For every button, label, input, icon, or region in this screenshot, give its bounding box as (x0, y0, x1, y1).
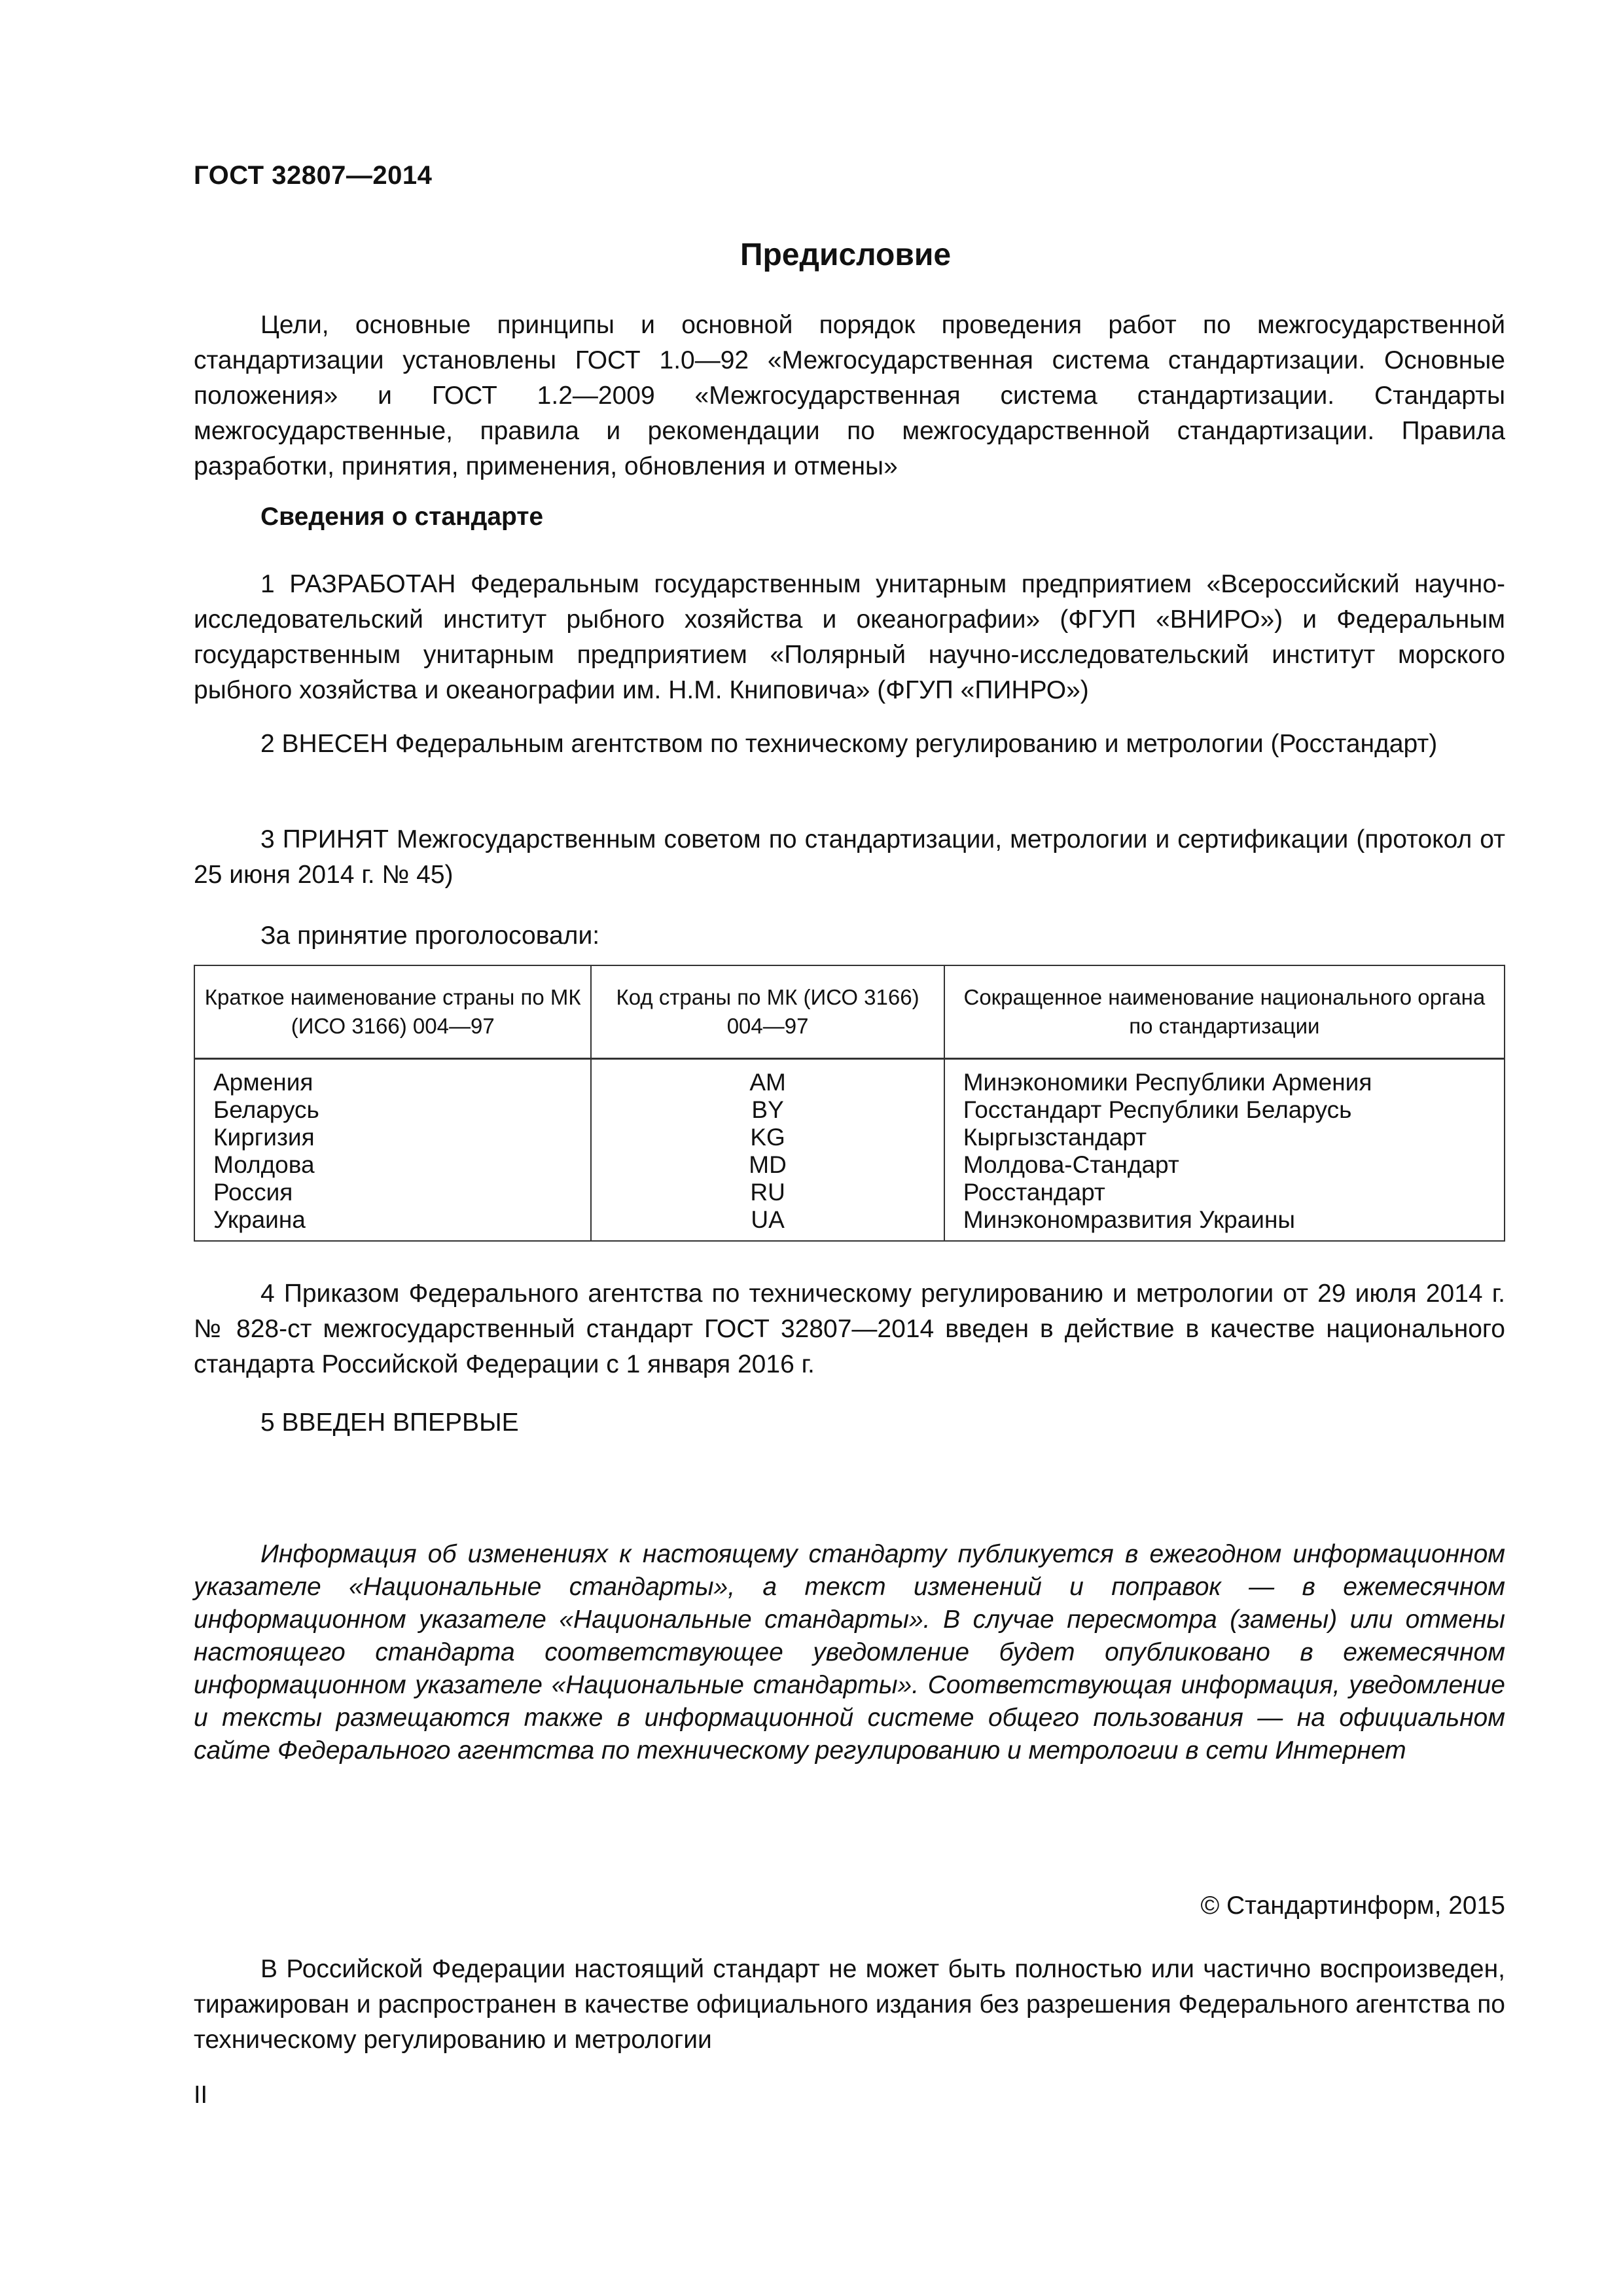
table-row (194, 1124, 1505, 1151)
table-cell-code: UA (591, 1206, 944, 1241)
table-cell-country: Молдова (194, 1151, 591, 1179)
table-row (194, 1096, 1505, 1124)
item-4-paragraph: 4 Приказом Федерального агентства по техническому регулированию и метрологии от 29 июля 2014 г. № 828-ст межгосударственный стандарт ГОСТ 32807—2014 введен в действие в качестве национального стандарта Российской Федерации с 1 января 2016 г. (194, 1280, 1505, 1378)
table-cell-code: AM (591, 1059, 944, 1097)
table-cell-code: KG (591, 1124, 944, 1151)
table-row (194, 1151, 1505, 1179)
vote-label: За принятие проголосовали: (260, 922, 600, 950)
table-header-row (194, 965, 1505, 1059)
rights-paragraph: В Российской Федерации настоящий стандарт не может быть полностью или частично воспроизведен, тиражирован и распространен в качестве официального издания без разрешения Федерального агентства по техническому регулированию и метрологии (194, 1955, 1505, 2054)
item-3-paragraph: 3 ПРИНЯТ Межгосударственным советом по стандартизации, метрологии и сертификации (протокол от 25 июня 2014 г. № 45) (194, 825, 1505, 889)
table-cell-authority: Госстандарт Республики Беларусь (944, 1096, 1505, 1124)
table-cell-code: MD (591, 1151, 944, 1179)
table-cell-code: RU (591, 1179, 944, 1206)
table-header-authority: Сокращенное наименование национального органа по стандартизации (944, 965, 1505, 1059)
page-number: II (194, 2081, 208, 2109)
table-cell-country: Россия (194, 1179, 591, 1206)
table-cell-country: Беларусь (194, 1096, 591, 1124)
table-cell-country: Армения (194, 1059, 591, 1097)
table-row (194, 1179, 1505, 1206)
table-cell-authority: Минэкономики Республики Армения (944, 1059, 1505, 1097)
table-row (194, 1206, 1505, 1241)
copyright-notice: © Стандартинформ, 2015 (1200, 1892, 1505, 1920)
item-5-paragraph: 5 ВВЕДЕН ВПЕРВЫЕ (260, 1408, 519, 1437)
section-subheading: Сведения о стандарте (260, 503, 544, 531)
change-info-paragraph: Информация об изменениях к настоящему стандарту публикуется в ежегодном информационном указателе «Национальные стандарты», а текст изменений и поправок — в ежемесячном информационном указателе «Национальные стандарты». В случае пересмотра (замены) или отмены настоящего стандарта соответствующее уведомление будет опубликовано в ежемесячном информационном указателе «Национальные стандарты». Соответствующая информация, уведомление и тексты размещаются также в информационной системе общего пользования — на официальном сайте Федерального агентства по техническому регулированию и метрологии в сети Интернет (194, 1540, 1505, 1765)
table-header-code: Код страны по МК (ИСО 3166) 004—97 (591, 965, 944, 1059)
intro-paragraph: Цели, основные принципы и основной порядок проведения работ по межгосударственной стандартизации установлены ГОСТ 1.0—92 «Межгосударственная система стандартизации. Основные положения» и ГОСТ 1.2—2009 «Межгосударственная система стандартизации. Стандарты межгосударственные, правила и рекомендации по межгосударственной стандартизации. Правила разработки, принятия, применения, обновления и отмены» (194, 311, 1505, 480)
table-cell-country: Киргизия (194, 1124, 591, 1151)
table-cell-authority: Минэкономразвития Украины (944, 1206, 1505, 1241)
table-cell-country: Украина (194, 1206, 591, 1241)
table-cell-code: BY (591, 1096, 944, 1124)
item-2-paragraph: 2 ВНЕСЕН Федеральным агентством по техническому регулированию и метрологии (Росстандарт) (260, 730, 1438, 758)
page-title: Предисловие (740, 238, 952, 272)
table-cell-authority: Росстандарт (944, 1179, 1505, 1206)
voting-table (194, 965, 1505, 1242)
table-cell-authority: Кыргызстандарт (944, 1124, 1505, 1151)
item-1-paragraph: 1 РАЗРАБОТАН Федеральным государственным унитарным предприятием «Всероссийский научно-исследовательский институт рыбного хозяйства и океанографии» (ФГУП «ВНИРО») и Федеральным государственным унитарным предприятием «Полярный научно-исследовательский институт морского рыбного хозяйства и океанографии им. Н.М. Книповича» (ФГУП «ПИНРО») (194, 570, 1505, 704)
table-header-country: Краткое наименование страны по МК (ИСО 3166) 004—97 (194, 965, 591, 1059)
table-cell-authority: Молдова-Стандарт (944, 1151, 1505, 1179)
document-header: ГОСТ 32807—2014 (194, 161, 433, 190)
table-row (194, 1059, 1505, 1097)
